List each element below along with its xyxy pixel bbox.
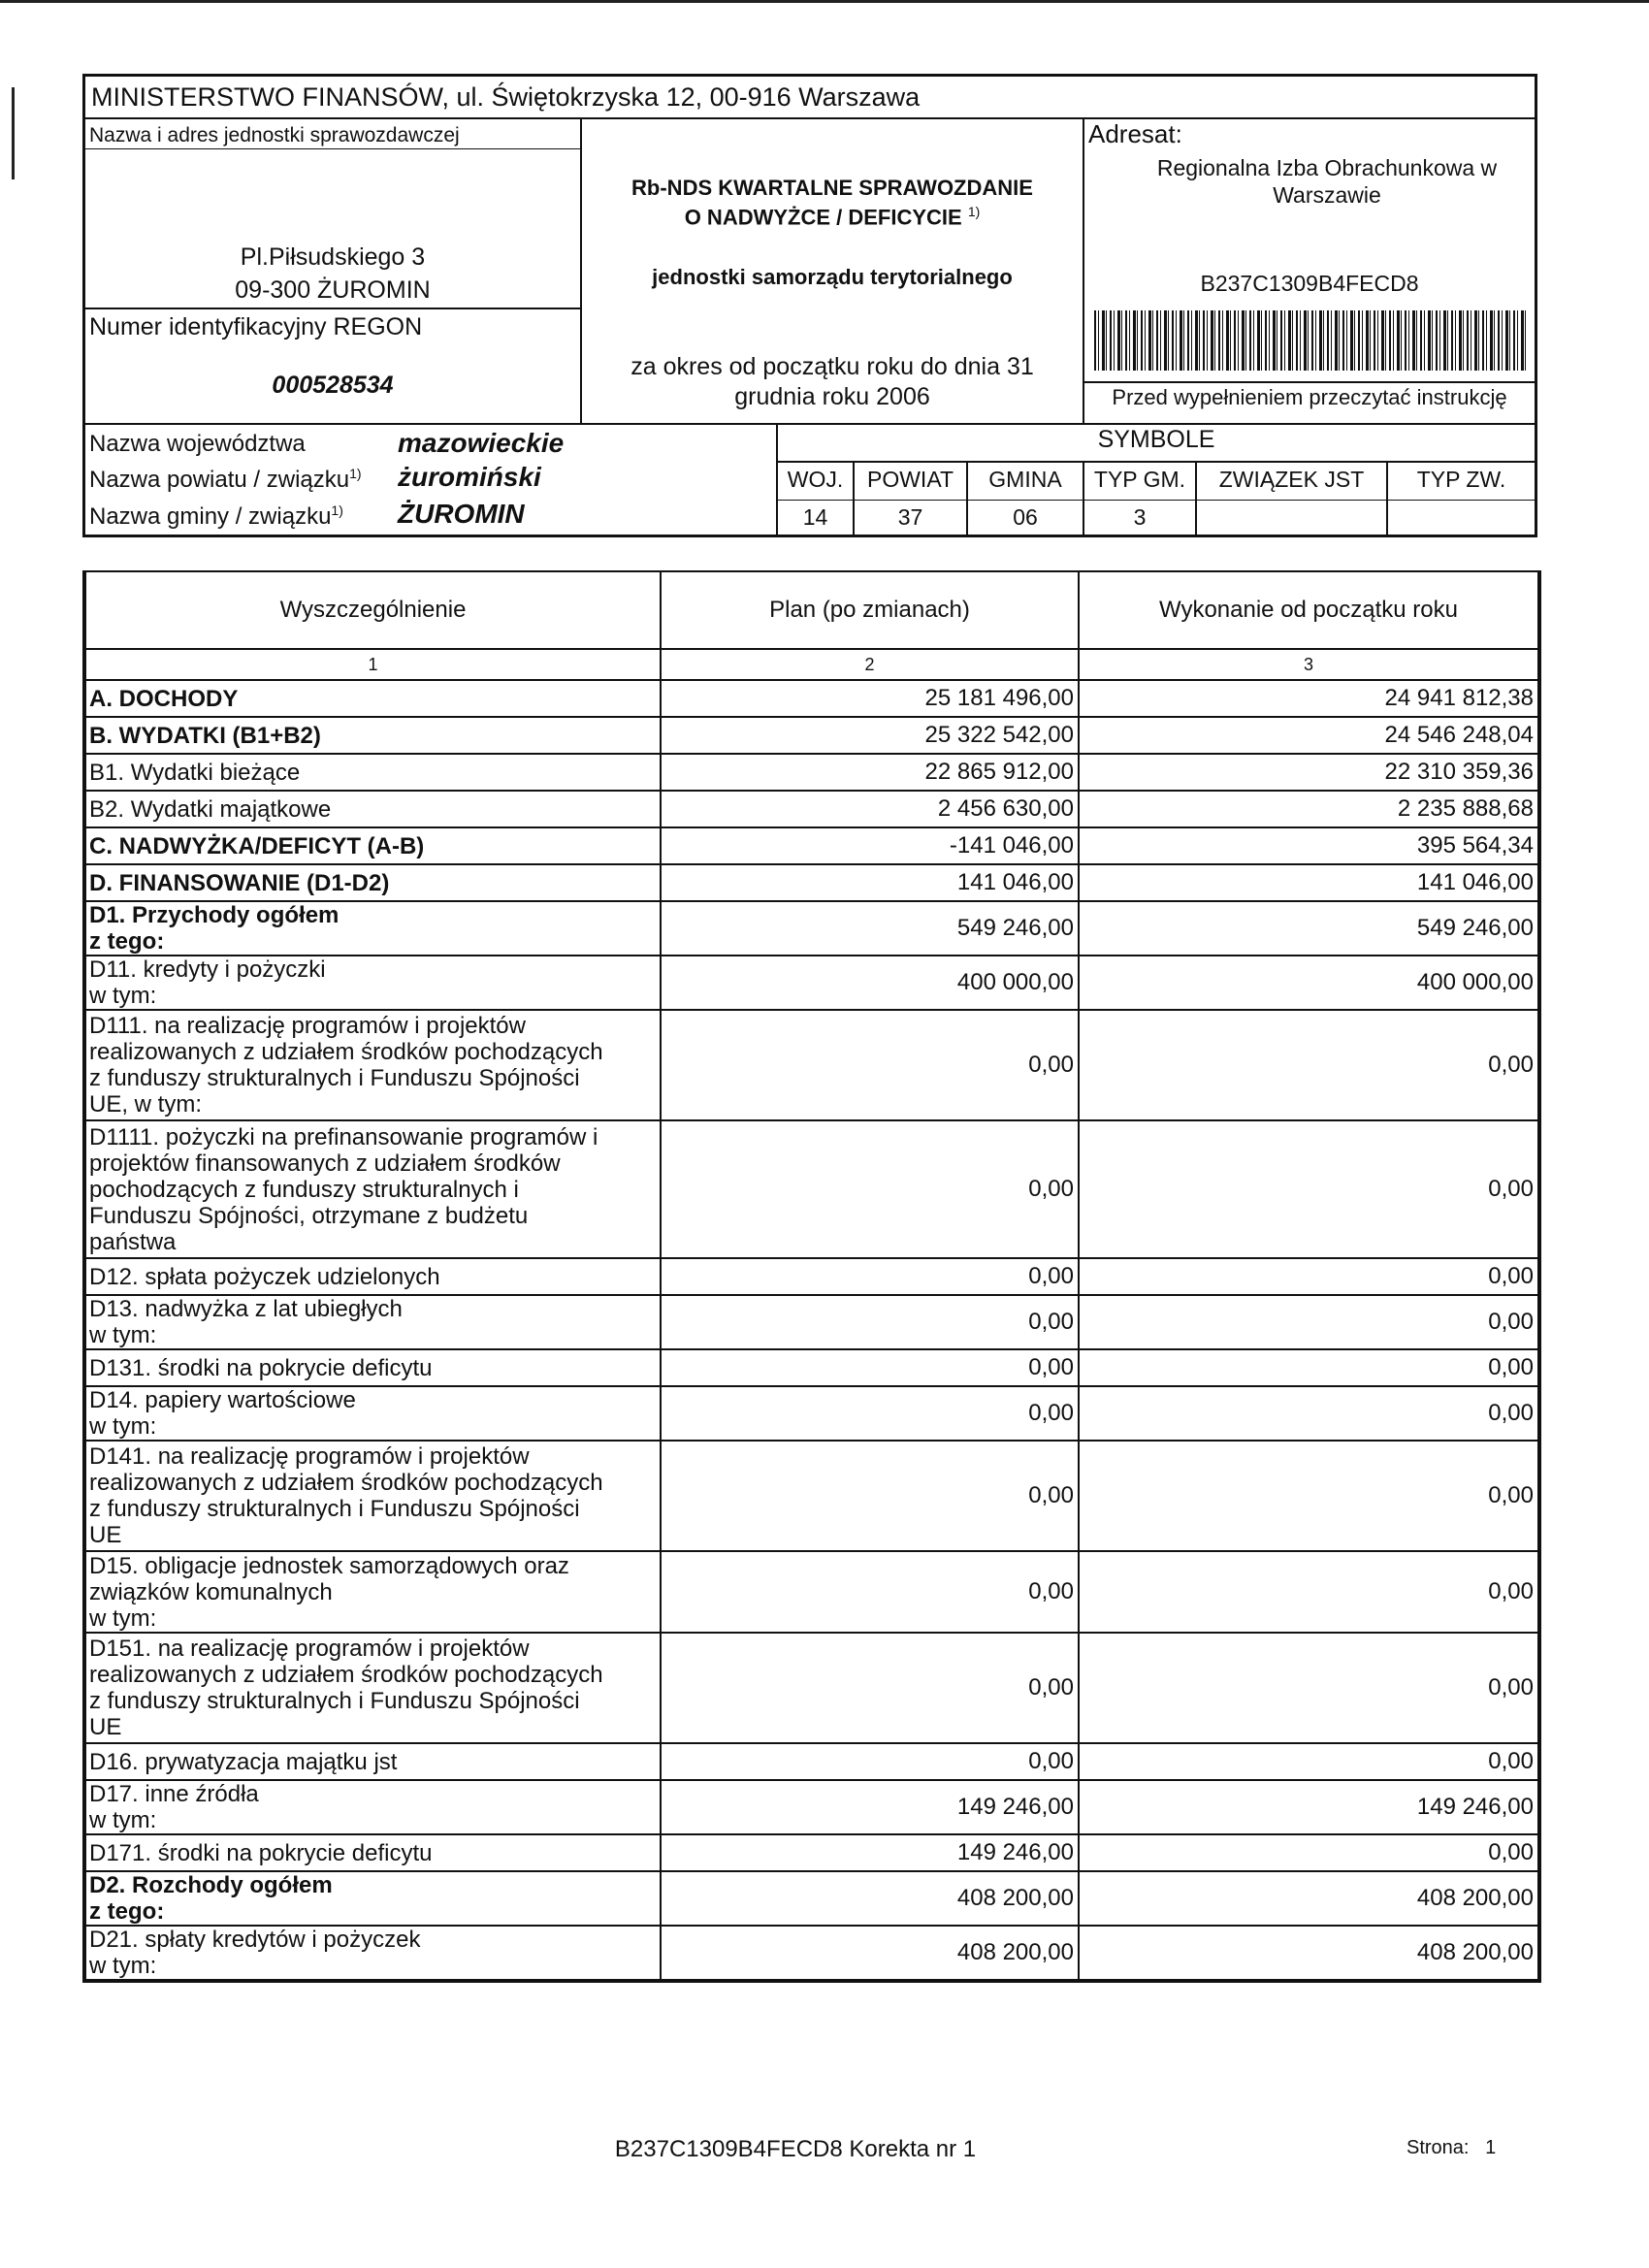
footnote-mark: 1) — [349, 466, 362, 481]
table-row — [84, 1386, 1539, 1441]
row-execution-value: 408 200,00 — [1079, 1926, 1539, 1981]
row-label: D111. na realizację programów i projektów realizowanych z udziałem środków pochodzących z funduszy strukturalnych i Funduszu Spójności UE, w tym: — [84, 1010, 661, 1120]
row-plan-value: 0,00 — [661, 1386, 1079, 1441]
symbol-header-typ-gm: TYP GM. — [1093, 467, 1186, 492]
row-plan-value: 0,00 — [661, 1258, 1079, 1295]
row-execution-value: 22 310 359,36 — [1079, 754, 1539, 791]
commune-value: ŻUROMIN — [398, 499, 525, 529]
table-row — [84, 956, 1539, 1010]
row-execution-value: 0,00 — [1079, 1633, 1539, 1743]
symbol-value-woj: 14 — [802, 504, 828, 530]
row-execution-value: 0,00 — [1079, 1120, 1539, 1258]
row-plan-value: 408 200,00 — [661, 1926, 1079, 1981]
table-row — [84, 1743, 1539, 1780]
row-plan-value: 0,00 — [661, 1349, 1079, 1386]
row-plan-value: -141 046,00 — [661, 827, 1079, 864]
row-execution-value: 0,00 — [1079, 1295, 1539, 1349]
page-number — [1406, 2138, 1496, 2157]
column-number: 3 — [1079, 649, 1539, 680]
symbol-header-powiat: POWIAT — [866, 467, 954, 492]
commune-label-text: Nazwa gminy / związku — [89, 503, 332, 530]
table-row — [84, 1780, 1539, 1834]
row-label: D12. spłata pożyczek udzielonych — [84, 1258, 661, 1295]
column-number: 1 — [84, 649, 661, 680]
form-header — [82, 74, 1537, 537]
row-plan-value: 2 456 630,00 — [661, 791, 1079, 827]
symbols-title: SYMBOLE — [1097, 426, 1215, 453]
symbol-header-typ-zw: TYP ZW. — [1416, 467, 1506, 492]
row-execution-value: 408 200,00 — [1079, 1871, 1539, 1926]
row-label: B1. Wydatki bieżące — [84, 754, 661, 791]
symbol-value-gmina: 06 — [1013, 504, 1038, 530]
row-execution-value: 395 564,34 — [1079, 827, 1539, 864]
row-execution-value: 24 546 248,04 — [1079, 717, 1539, 754]
address-line-1: Pl.Piłsudskiego 3 — [240, 243, 426, 271]
row-plan-value: 141 046,00 — [661, 864, 1079, 901]
row-plan-value: 400 000,00 — [661, 956, 1079, 1010]
table-row — [84, 1010, 1539, 1120]
table-row — [84, 717, 1539, 754]
table-row — [84, 791, 1539, 827]
row-execution-value: 0,00 — [1079, 1349, 1539, 1386]
regon-label: Numer identyfikacyjny REGON — [89, 313, 423, 340]
unit-label: Nazwa i adres jednostki sprawozdawczej — [89, 124, 460, 146]
financial-table — [82, 570, 1541, 1983]
divider — [85, 117, 1535, 119]
row-execution-value: 0,00 — [1079, 1258, 1539, 1295]
row-execution-value: 24 941 812,38 — [1079, 680, 1539, 717]
divider — [85, 148, 580, 149]
table-row — [84, 1633, 1539, 1743]
row-label: D13. nadwyżka z lat ubiegłych w tym: — [84, 1295, 661, 1349]
divider — [1084, 381, 1535, 383]
row-label: D15. obligacje jednostek samorządowych oraz związków komunalnych w tym: — [84, 1551, 661, 1633]
table-row — [84, 1926, 1539, 1981]
footer-document-reference: B237C1309B4FECD8 Korekta nr 1 — [614, 2136, 977, 2162]
row-plan-value: 22 865 912,00 — [661, 754, 1079, 791]
row-execution-value: 0,00 — [1079, 1010, 1539, 1120]
row-plan-value: 0,00 — [661, 1010, 1079, 1120]
table-row — [84, 864, 1539, 901]
symbol-value-typ-gm: 3 — [1133, 504, 1147, 530]
table-row — [84, 1258, 1539, 1295]
table-row — [84, 754, 1539, 791]
footnote-mark: 1) — [331, 502, 343, 518]
symbol-header-zwiazek: ZWIĄZEK JST — [1218, 467, 1365, 492]
commune-label — [89, 503, 343, 529]
row-label: D. FINANSOWANIE (D1-D2) — [84, 864, 661, 901]
divider — [85, 423, 1535, 425]
document-code: B237C1309B4FECD8 — [1200, 271, 1419, 296]
row-label: D21. spłaty kredytów i pożyczek w tym: — [84, 1926, 661, 1981]
table-header-row — [84, 571, 1539, 649]
divider — [1083, 117, 1084, 423]
row-label: B2. Wydatki majątkowe — [84, 791, 661, 827]
table-row — [84, 1551, 1539, 1633]
header-description: Wyszczególnienie — [84, 571, 661, 649]
row-plan-value: 549 246,00 — [661, 901, 1079, 956]
row-plan-value: 0,00 — [661, 1120, 1079, 1258]
row-plan-value: 0,00 — [661, 1551, 1079, 1633]
table-row — [84, 901, 1539, 956]
header-plan: Plan (po zmianach) — [661, 571, 1079, 649]
page-number-value: 1 — [1485, 2137, 1497, 2158]
address-line-2: 09-300 ŻUROMIN — [235, 276, 431, 304]
row-plan-value: 0,00 — [661, 1441, 1079, 1551]
row-label: D14. papiery wartościowe w tym: — [84, 1386, 661, 1441]
row-label: B. WYDATKI (B1+B2) — [84, 717, 661, 754]
symbol-value-powiat: 37 — [897, 504, 923, 530]
row-execution-value: 400 000,00 — [1079, 956, 1539, 1010]
row-label: D2. Rozchody ogółem z tego: — [84, 1871, 661, 1926]
table-row — [84, 1349, 1539, 1386]
regon-value: 000528534 — [272, 372, 394, 399]
row-plan-value: 149 246,00 — [661, 1834, 1079, 1871]
row-execution-value: 0,00 — [1079, 1834, 1539, 1871]
divider — [776, 500, 1535, 501]
row-execution-value: 0,00 — [1079, 1386, 1539, 1441]
table-row — [84, 1834, 1539, 1871]
row-plan-value: 0,00 — [661, 1295, 1079, 1349]
voivodeship-value: mazowieckie — [398, 428, 565, 458]
row-execution-value: 0,00 — [1079, 1551, 1539, 1633]
row-label: D131. środki na pokrycie deficytu — [84, 1349, 661, 1386]
row-plan-value: 0,00 — [661, 1743, 1079, 1780]
row-label: D1. Przychody ogółem z tego: — [84, 901, 661, 956]
divider — [776, 461, 1535, 463]
barcode-image — [1094, 310, 1529, 371]
header-execution: Wykonanie od początku roku — [1079, 571, 1539, 649]
row-execution-value: 549 246,00 — [1079, 901, 1539, 956]
row-label: D151. na realizację programów i projektów realizowanych z udziałem środków pochodzących z funduszy strukturalnych i Funduszu Spójności UE — [84, 1633, 661, 1743]
row-execution-value: 149 246,00 — [1079, 1780, 1539, 1834]
row-label: A. DOCHODY — [84, 680, 661, 717]
table-row — [84, 827, 1539, 864]
footnote-mark: 1) — [967, 204, 981, 219]
row-plan-value: 25 322 542,00 — [661, 717, 1079, 754]
row-plan-value: 25 181 496,00 — [661, 680, 1079, 717]
row-label: D171. środki na pokrycie deficytu — [84, 1834, 661, 1871]
report-period: za okres od początku roku do dnia 31 grudnia roku 2006 — [630, 353, 1034, 410]
table-row — [84, 1871, 1539, 1926]
row-label: D11. kredyty i pożyczki w tym: — [84, 956, 661, 1010]
row-execution-value: 0,00 — [1079, 1441, 1539, 1551]
row-label: C. NADWYŻKA/DEFICYT (A-B) — [84, 827, 661, 864]
voivodeship-label: Nazwa województwa — [89, 431, 306, 457]
symbol-header-woj: WOJ. — [787, 467, 844, 492]
table-row — [84, 680, 1539, 717]
page-label: Strona: — [1406, 2137, 1470, 2158]
table-row — [84, 1120, 1539, 1258]
table-row — [84, 1441, 1539, 1551]
table-body — [84, 571, 1539, 1981]
row-label: D1111. pożyczki na prefinansowanie programów i projektów finansowanych z udziałem środków pochodzących z funduszy strukturalnych i Funduszu Spójności, otrzymane z budżetu państwa — [84, 1120, 661, 1258]
page-top-border — [0, 0, 1649, 3]
symbol-header-gmina: GMINA — [988, 467, 1062, 492]
report-title-line-1: Rb-NDS KWARTALNE SPRAWOZDANIE — [631, 176, 1033, 200]
divider — [85, 308, 580, 309]
row-plan-value: 0,00 — [661, 1633, 1079, 1743]
report-title-text: O NADWYŻCE / DEFICYCIE — [684, 205, 962, 230]
report-subtitle: jednostki samorządu terytorialnego — [652, 265, 1013, 289]
column-number-row — [84, 649, 1539, 680]
report-title-line-2 — [582, 205, 1083, 228]
row-plan-value: 149 246,00 — [661, 1780, 1079, 1834]
row-label: D17. inne źródła w tym: — [84, 1780, 661, 1834]
county-value: żuromiński — [398, 462, 541, 492]
scan-margin-mark — [12, 87, 15, 179]
row-execution-value: 141 046,00 — [1079, 864, 1539, 901]
row-label: D16. prywatyzacja majątku jst — [84, 1743, 661, 1780]
row-execution-value: 2 235 888,68 — [1079, 791, 1539, 827]
county-label — [89, 467, 362, 492]
instruction-note: Przed wypełnieniem przeczytać instrukcję — [1112, 385, 1507, 409]
addressee-label: Adresat: — [1088, 119, 1182, 148]
row-plan-value: 408 200,00 — [661, 1871, 1079, 1926]
row-execution-value: 0,00 — [1079, 1743, 1539, 1780]
addressee-name: Regionalna Izba Obrachunkowa w Warszawie — [1156, 155, 1498, 208]
row-label: D141. na realizację programów i projektów realizowanych z udziałem środków pochodzących z funduszy strukturalnych i Funduszu Spójności UE — [84, 1441, 661, 1551]
column-number: 2 — [661, 649, 1079, 680]
ministry-line: MINISTERSTWO FINANSÓW, ul. Świętokrzyska 12, 00-916 Warszawa — [91, 82, 921, 112]
county-label-text: Nazwa powiatu / związku — [89, 467, 350, 493]
table-row — [84, 1295, 1539, 1349]
